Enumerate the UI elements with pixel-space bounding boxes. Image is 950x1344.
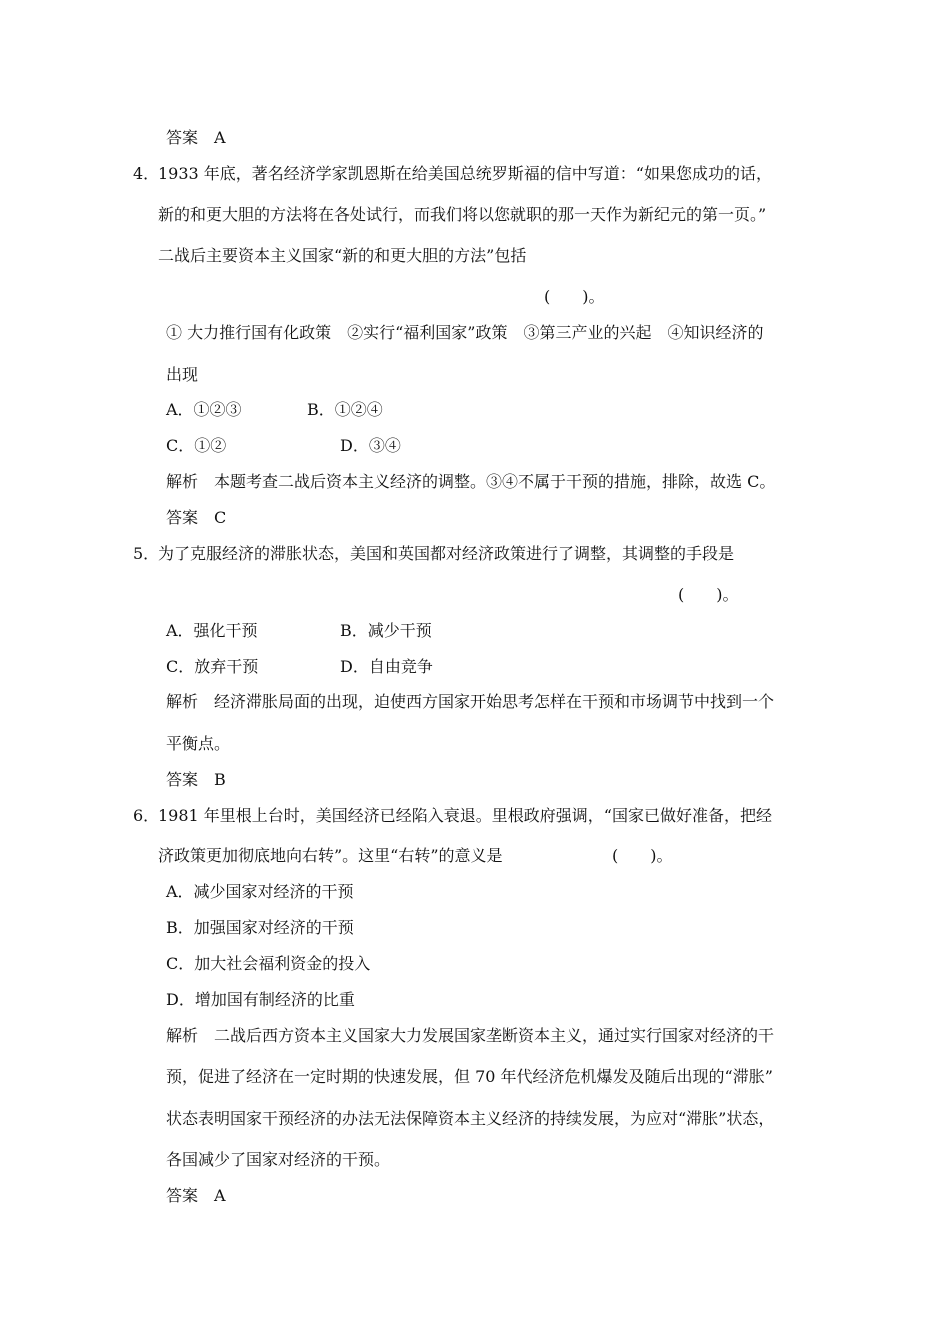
q5-analysis-line2: 平衡点。: [166, 734, 231, 753]
q4-analysis: 解析 本题考查二战后资本主义经济的调整。③④不属于干预的措施，排除，故选 C。: [166, 472, 776, 491]
q6-option-d: D．增加国有制经济的比重: [166, 990, 355, 1009]
q5-answer: 答案 B: [166, 770, 226, 789]
q4-answer: 答案 C: [166, 508, 227, 527]
q5-analysis-line1: 解析 经济滞胀局面的出现，迫使西方国家开始思考怎样在干预和市场调节中找到一个: [166, 692, 775, 711]
q4-option-a: A．①②③: [166, 400, 242, 419]
q6-number: 6．: [133, 806, 160, 825]
q4-items-line2: 出现: [166, 365, 199, 384]
q5-option-d: D．自由竞争: [340, 657, 433, 676]
q6-option-a: A．减少国家对经济的干预: [166, 882, 354, 901]
q6-option-c: C．加大社会福利资金的投入: [166, 954, 371, 973]
q4-option-b: B．①②④: [307, 400, 383, 419]
q6-answer: 答案 A: [166, 1186, 226, 1205]
q4-stem-line1: 1933 年底，著名经济学家凯恩斯在给美国总统罗斯福的信中写道：“如果您成功的话，: [158, 164, 772, 183]
q4-option-c: C．①②: [166, 436, 227, 455]
q6-stem-line1: 1981 年里根上台时，美国经济已经陷入衰退。里根政府强调，“国家已做好准备，把经: [158, 806, 772, 825]
q4-option-d: D．③④: [340, 436, 401, 455]
q4-stem-line3: 二战后主要资本主义国家“新的和更大胆的方法”包括: [158, 246, 527, 265]
q4-number: 4．: [133, 164, 160, 183]
q6-option-b: B．加强国家对经济的干预: [166, 918, 354, 937]
q4-stem-line2: 新的和更大胆的方法将在各处试行，而我们将以您就职的那一天作为新纪元的第一页。”: [158, 205, 767, 224]
q5-option-a: A．强化干预: [166, 621, 258, 640]
q6-analysis-line2: 预，促进了经济在一定时期的快速发展，但 70 年代经济危机爆发及随后出现的“滞胀”: [166, 1067, 773, 1086]
q5-option-b: B．减少干预: [340, 621, 432, 640]
prev-answer: 答案 A: [166, 128, 226, 147]
q6-analysis-line1: 解析 二战后西方资本主义国家大力发展国家垄断资本主义，通过实行国家对经济的干: [166, 1026, 775, 1045]
q6-stem-line2: 济政策更加彻底地向右转”。这里“右转”的意义是: [158, 846, 503, 865]
q5-option-c: C．放弃干预: [166, 657, 259, 676]
q6-analysis-line4: 各国减少了国家对经济的干预。: [166, 1150, 391, 1169]
q6-analysis-line3: 状态表明国家干预经济的办法无法保障资本主义经济的持续发展，为应对“滞胀”状态，: [166, 1109, 775, 1128]
q5-number: 5．: [133, 544, 160, 563]
q5-stem: 为了克服经济的滞胀状态，美国和英国都对经济政策进行了调整，其调整的手段是: [158, 544, 735, 563]
q4-bracket: ( )。: [544, 287, 605, 306]
q6-bracket: ( )。: [612, 846, 673, 865]
q4-items-line1: ① 大力推行国有化政策 ②实行“福利国家”政策 ③第三产业的兴起 ④知识经济的: [166, 323, 764, 342]
q5-bracket: ( )。: [678, 585, 739, 604]
